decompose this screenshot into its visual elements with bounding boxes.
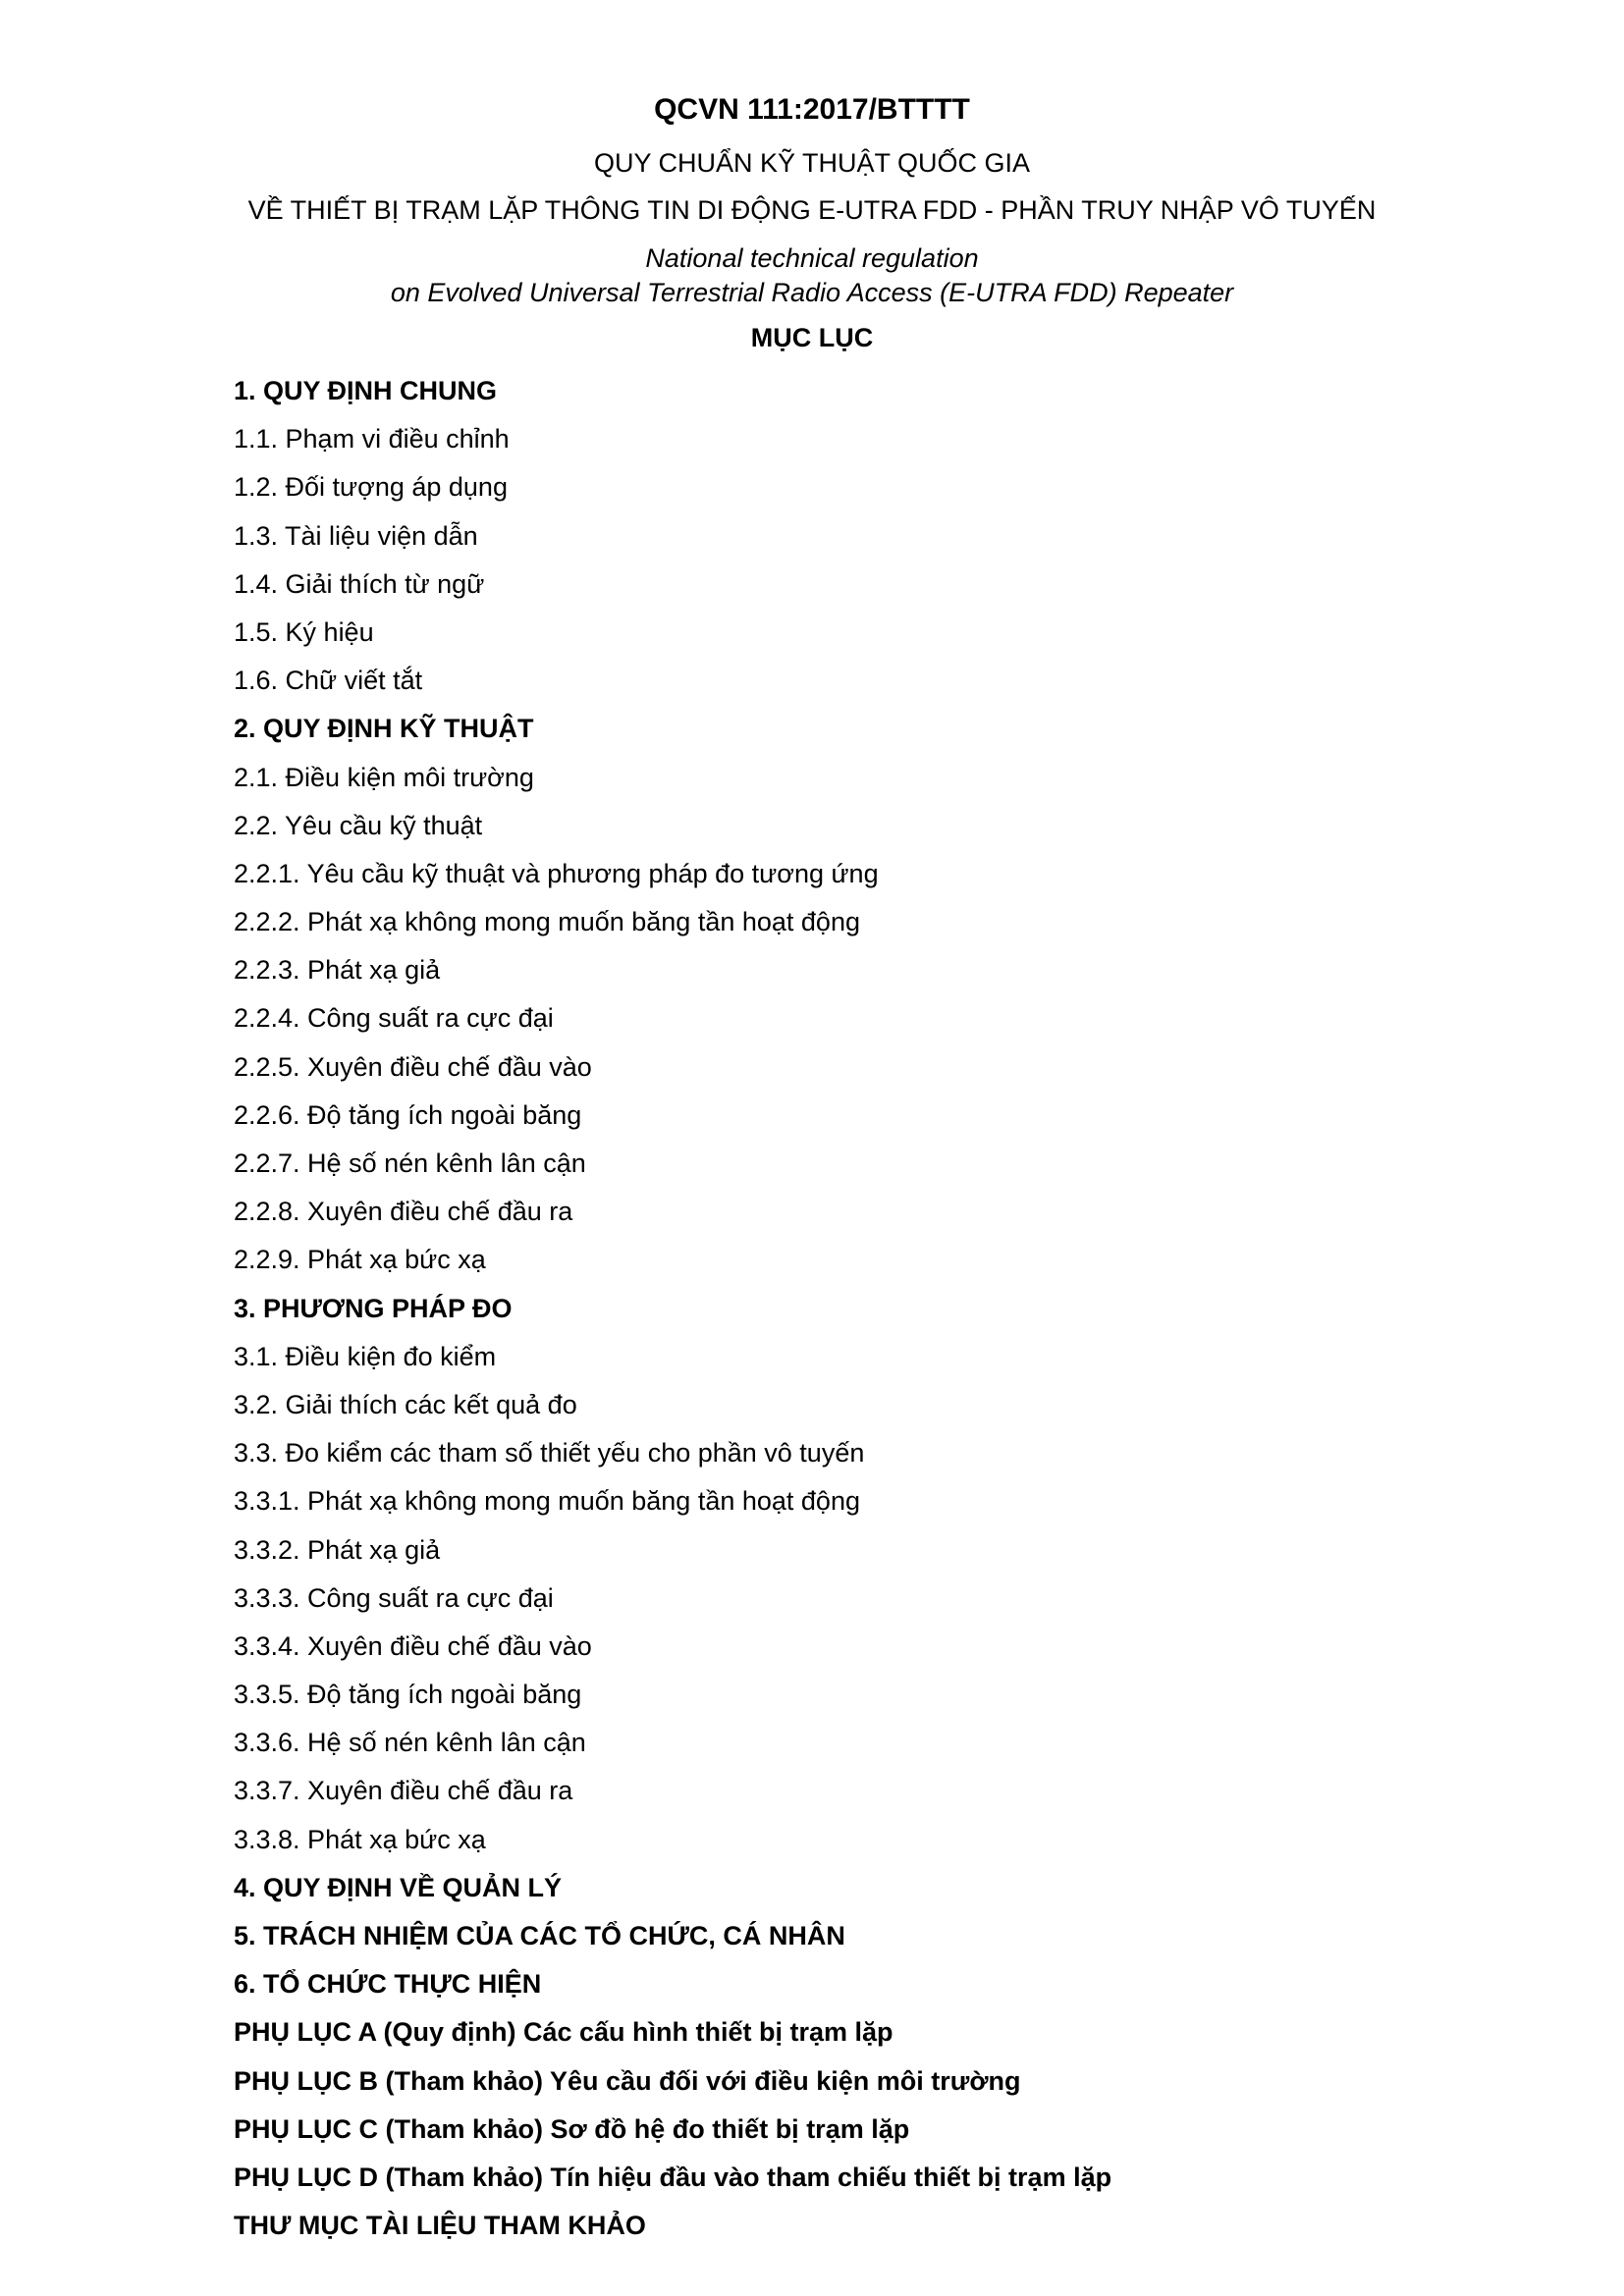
table-of-contents [234, 371, 1510, 2254]
toc-entry: 1.1. Phạm vi điều chỉnh [234, 424, 510, 454]
toc-section-heading: 5. TRÁCH NHIỆM CỦA CÁC TỔ CHỨC, CÁ NHÂN [234, 1921, 845, 1950]
toc-section-heading: 4. QUY ĐỊNH VỀ QUẢN LÝ [234, 1872, 563, 1902]
toc-entry: 1.4. Giải thích từ ngữ [234, 568, 485, 599]
document-title-line-1: QUY CHUẨN KỸ THUẬT QUỐC GIA [593, 148, 1031, 178]
toc-heading: MỤC LỤC [750, 323, 874, 352]
toc-entry: 2.2. Yêu cầu kỹ thuật [234, 810, 483, 840]
toc-entry: 2.2.3. Phát xạ giả [234, 955, 441, 986]
english-title-line-1: National technical regulation [645, 243, 979, 273]
toc-section-heading: PHỤ LỤC C (Tham khảo) Sơ đồ hệ đo thiết bị trạm lặp [234, 2113, 910, 2144]
toc-section-heading: 6. TỔ CHỨC THỰC HIỆN [234, 1969, 542, 2000]
toc-section-heading: PHỤ LỤC B (Tham khảo) Yêu cầu đối với điều kiện môi trường [234, 2065, 1021, 2096]
toc-section-heading: THƯ MỤC TÀI LIỆU THAM KHẢO [234, 2211, 646, 2241]
toc-entry: 3.3.3. Công suất ra cực đại [234, 1582, 554, 1613]
toc-entry: 1.5. Ký hiệu [234, 616, 374, 647]
toc-entry: 3.1. Điều kiện đo kiểm [234, 1341, 497, 1371]
toc-section-heading: 2. QUY ĐỊNH KỸ THUẬT [234, 714, 534, 744]
document-code: QCVN 111:2017/BTTTT [654, 93, 970, 126]
toc-entry: 1.6. Chữ viết tắt [234, 666, 423, 696]
english-title-line-2: on Evolved Universal Terrestrial Radio Access (E-UTRA FDD) Repeater [390, 278, 1234, 307]
toc-section-heading: 3. PHƯƠNG PHÁP ĐO [234, 1293, 513, 1323]
toc-entry: 2.2.5. Xuyên điều chế đầu vào [234, 1051, 592, 1082]
toc-entry: 1.2. Đối tượng áp dụng [234, 472, 508, 503]
toc-entry: 2.2.6. Độ tăng ích ngoài băng [234, 1099, 582, 1130]
toc-entry: 2.2.2. Phát xạ không mong muốn băng tần hoạt động [234, 907, 860, 937]
toc-entry: 2.2.8. Xuyên điều chế đầu ra [234, 1197, 573, 1227]
toc-entry: 2.2.4. Công suất ra cực đại [234, 1003, 554, 1034]
toc-entry: 3.3.4. Xuyên điều chế đầu vào [234, 1630, 592, 1661]
toc-entry: 3.3. Đo kiểm các tham số thiết yếu cho phần vô tuyến [234, 1438, 865, 1468]
toc-section-heading: 1. QUY ĐỊNH CHUNG [234, 376, 498, 405]
toc-entry: 3.3.8. Phát xạ bức xạ [234, 1824, 486, 1854]
toc-entry: 3.3.6. Hệ số nén kênh lân cận [234, 1728, 586, 1758]
toc-entry: 2.2.9. Phát xạ bức xạ [234, 1245, 486, 1275]
toc-entry: 3.3.5. Độ tăng ích ngoài băng [234, 1680, 582, 1710]
toc-entry: 2.2.7. Hệ số nén kênh lân cận [234, 1148, 586, 1178]
english-title [0, 241, 1624, 310]
toc-entry: 3.3.7. Xuyên điều chế đầu ra [234, 1776, 573, 1806]
toc-entry: 3.3.2. Phát xạ giả [234, 1534, 441, 1565]
toc-section-heading: PHỤ LỤC A (Quy định) Các cấu hình thiết bị trạm lặp [234, 2017, 893, 2048]
toc-entry: 3.2. Giải thích các kết quả đo [234, 1389, 577, 1419]
toc-entry: 2.2.1. Yêu cầu kỹ thuật và phương pháp đo tương ứng [234, 858, 879, 888]
document-title-line-2: VỀ THIẾT BỊ TRẠM LẶP THÔNG TIN DI ĐỘNG E-UTRA FDD - PHẦN TRUY NHẬP VÔ TUYẾN [247, 195, 1377, 225]
toc-entry: 3.3.1. Phát xạ không mong muốn băng tần hoạt động [234, 1486, 860, 1517]
toc-section-heading: PHỤ LỤC D (Tham khảo) Tín hiệu đầu vào tham chiếu thiết bị trạm lặp [234, 2162, 1112, 2192]
toc-entry: 1.3. Tài liệu viện dẫn [234, 520, 478, 551]
toc-entry: 2.1. Điều kiện môi trường [234, 762, 534, 792]
